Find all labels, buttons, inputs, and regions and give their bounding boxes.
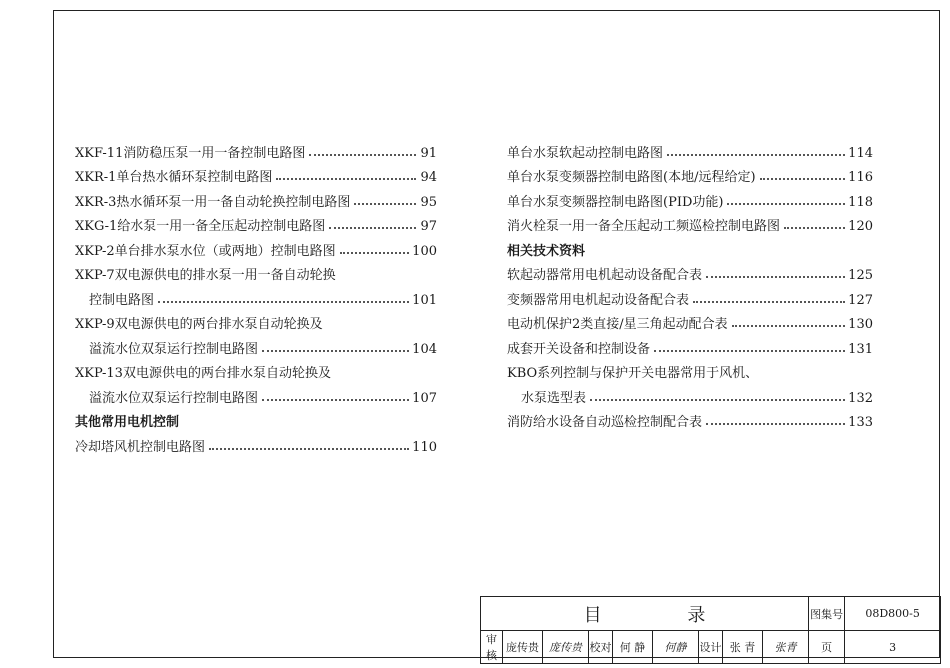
toc-entry <box>75 161 437 186</box>
toc-entry-title: 冷却塔风机控制电路图 <box>75 439 206 455</box>
toc-entry-page: 95 <box>420 194 437 210</box>
toc-entry-title: 变频器常用电机起动设备配合表 <box>507 292 690 308</box>
toc-entry <box>75 185 437 210</box>
toc-entry <box>75 308 437 333</box>
toc-entry-title: 单台水泵变频器控制电路图(本地/远程给定) <box>507 170 756 185</box>
toc-entry-title: XKG-1给水泵一用一备全压起动控制电路图 <box>75 219 326 234</box>
toc-entry <box>507 136 873 161</box>
toc-entry-title: 溢流水位双泵运行控制电路图 <box>89 390 259 406</box>
toc-entry-page: 104 <box>412 341 437 357</box>
toc-entry-title: 控制电路图 <box>89 292 155 308</box>
atlas-label: 图集号 <box>809 597 845 631</box>
toc-entry-title: 消防给水设备自动巡检控制配合表 <box>507 415 703 430</box>
toc-entry <box>507 185 873 210</box>
title-block <box>480 596 940 662</box>
toc-entry-title: 水泵选型表 <box>521 390 587 406</box>
toc-entry-page: 107 <box>412 390 437 406</box>
toc-entry-title: 相关技术资料 <box>507 243 586 259</box>
toc-entry-page: 120 <box>848 219 873 234</box>
toc-leader-dots <box>262 399 409 401</box>
toc-entry <box>507 283 873 308</box>
toc-entry-title: KBO系列控制与保护开关电器常用于风机、 <box>507 366 759 381</box>
toc-entry-page: 100 <box>412 243 437 259</box>
toc-entry-title: 单台水泵变频器控制电路图(PID功能) <box>507 194 724 210</box>
toc-entry <box>75 136 437 161</box>
toc-leader-dots <box>732 325 846 327</box>
toc-entry <box>507 210 873 235</box>
toc-entry-title: XKR-3热水循环泵一用一备自动轮换控制电路图 <box>75 194 351 210</box>
toc-entry <box>507 259 873 284</box>
design-label: 设计 <box>699 631 723 664</box>
toc-entry-title: XKF-11消防稳压泵一用一备控制电路图 <box>75 145 306 161</box>
toc-entry-title: XKP-13双电源供电的两台排水泵自动轮换及 <box>75 366 331 381</box>
design-signature: 张青 <box>763 631 809 664</box>
toc-entry-title: 单台水泵软起动控制电路图 <box>507 145 664 161</box>
toc-entry-page: 130 <box>848 317 873 332</box>
toc-entry <box>75 332 437 357</box>
toc-entry-title: XKP-7双电源供电的排水泵一用一备自动轮换 <box>75 268 336 283</box>
check-label: 校对 <box>589 631 613 664</box>
toc-entry-page: 131 <box>848 341 873 357</box>
toc-entry <box>507 406 873 431</box>
toc-entry <box>507 161 873 186</box>
toc-entry-page: 110 <box>412 439 437 455</box>
toc-leader-dots <box>209 448 409 450</box>
toc-entry <box>75 234 437 259</box>
review-label: 审核 <box>481 631 503 664</box>
page-number: 3 <box>845 631 941 664</box>
toc-entry-page: 116 <box>848 170 873 185</box>
toc-entry-title: XKP-2单台排水泵水位（或两地）控制电路图 <box>75 243 336 259</box>
toc-leader-dots <box>727 203 845 205</box>
toc-leader-dots <box>706 276 845 278</box>
toc-entry-page: 114 <box>848 145 873 161</box>
toc-left-column <box>75 136 437 455</box>
toc-entry <box>507 381 873 406</box>
toc-leader-dots <box>693 301 845 303</box>
page-label: 页 <box>809 631 845 664</box>
review-name: 庞传贵 <box>503 631 543 664</box>
review-signature: 庞传贵 <box>543 631 589 664</box>
toc-entry-title: 其他常用电机控制 <box>75 415 180 430</box>
toc-entry-page: 133 <box>848 415 873 430</box>
toc-entry <box>507 357 873 382</box>
toc-entry <box>507 308 873 333</box>
toc-entry-page: 127 <box>848 292 873 308</box>
toc-right-column <box>507 136 873 430</box>
toc-entry-page: 132 <box>848 390 873 406</box>
toc-entry-title: 消火栓泵一用一备全压起动工频巡检控制电路图 <box>507 219 781 234</box>
toc-leader-dots <box>667 154 845 156</box>
toc-entry-title: 电动机保护2类直接/星三角起动配合表 <box>507 317 728 332</box>
toc-leader-dots <box>158 301 409 303</box>
toc-entry <box>75 210 437 235</box>
toc-leader-dots <box>309 154 416 156</box>
design-name: 张 青 <box>723 631 763 664</box>
toc-leader-dots <box>784 227 845 229</box>
toc-entry-title: 溢流水位双泵运行控制电路图 <box>89 341 259 357</box>
toc-entry-title: XKP-9双电源供电的两台排水泵自动轮换及 <box>75 317 323 332</box>
toc-entry <box>75 283 437 308</box>
toc-leader-dots <box>329 227 416 229</box>
toc-leader-dots <box>276 178 416 180</box>
toc-section-heading <box>75 406 437 431</box>
toc-entry <box>75 259 437 284</box>
toc-entry <box>507 332 873 357</box>
check-name: 何 静 <box>613 631 653 664</box>
toc-entry-title: 软起动器常用电机起动设备配合表 <box>507 268 703 283</box>
toc-entry <box>75 381 437 406</box>
toc-leader-dots <box>760 178 846 180</box>
toc-leader-dots <box>706 423 845 425</box>
toc-section-heading <box>507 234 873 259</box>
toc-leader-dots <box>654 350 845 352</box>
toc-leader-dots <box>354 203 416 205</box>
toc-entry-title: XKR-1单台热水循环泵控制电路图 <box>75 170 273 185</box>
toc-leader-dots <box>262 350 409 352</box>
toc-entry-page: 97 <box>420 219 437 234</box>
sheet-title: 目 录 <box>481 597 809 631</box>
toc-entry-page: 94 <box>420 170 437 185</box>
atlas-number: 08D800-5 <box>845 597 941 631</box>
toc-entry-page: 125 <box>848 268 873 283</box>
toc-entry-page: 91 <box>420 145 437 161</box>
check-signature: 何静 <box>653 631 699 664</box>
toc-entry <box>75 357 437 382</box>
toc-entry-title: 成套开关设备和控制设备 <box>507 341 651 357</box>
toc-leader-dots <box>590 399 845 401</box>
toc-entry-page: 101 <box>412 292 437 308</box>
toc-entry <box>75 430 437 455</box>
toc-leader-dots <box>340 252 410 254</box>
toc-entry-page: 118 <box>848 194 873 210</box>
